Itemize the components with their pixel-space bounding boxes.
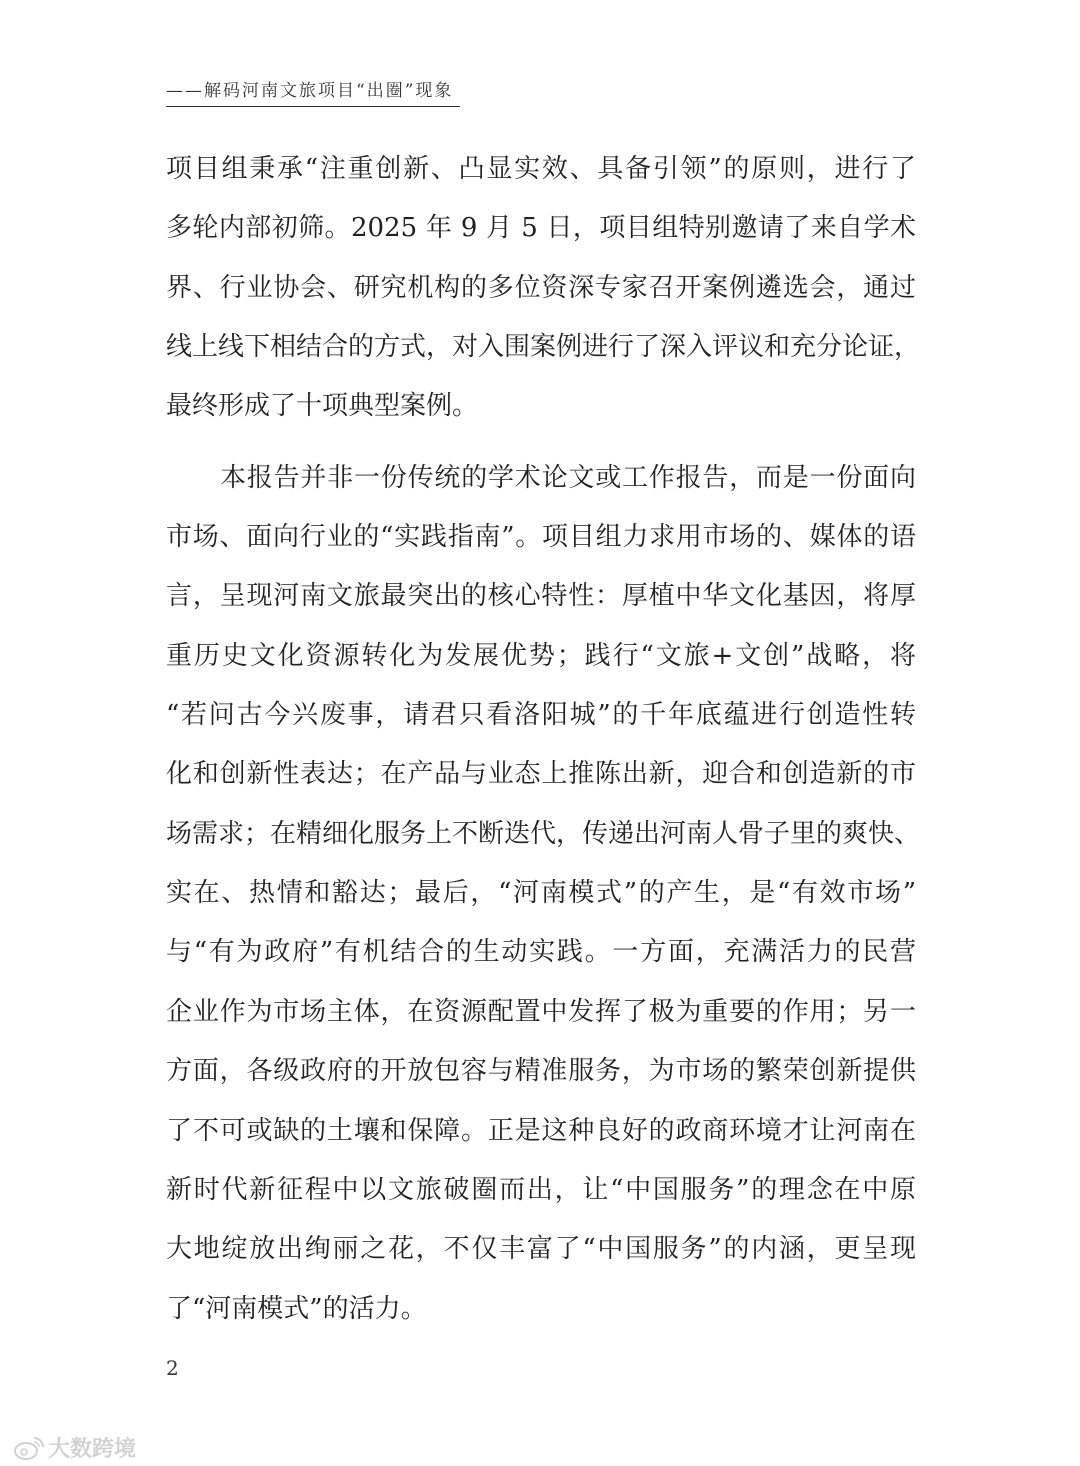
text-line: 最终形成了十项典型案例。 xyxy=(166,391,479,422)
text-line: 大地绽放出绚丽之花，不仅丰富了“中国服务”的内涵，更呈现 xyxy=(166,1234,916,1265)
watermark xyxy=(12,1432,136,1463)
text-line: 线上线下相结合的方式，对入围案例进行了深入评议和充分论证， xyxy=(166,332,921,363)
text-line: 重历史文化资源转化为发展优势；践行“文旅+文创”战略，将 xyxy=(166,640,916,671)
text-line: “若问古今兴废事，请君只看洛阳城”的千年底蕴进行创造性转 xyxy=(166,700,916,731)
text-line: 企业作为市场主体，在资源配置中发挥了极为重要的作用；另一 xyxy=(166,996,916,1027)
text-line: 言，呈现河南文旅最突出的核心特性：厚植中华文化基因，将厚 xyxy=(166,581,916,612)
text-line: 市场、面向行业的“实践指南”。项目组力求用市场的、媒体的语 xyxy=(166,522,916,553)
text-line: 多轮内部初筛。2025 年 9 月 5 日，项目组特别邀请了来自学术 xyxy=(166,213,916,244)
text-line: 实在、热情和豁达；最后，“河南模式”的产生，是“有效市场” xyxy=(166,878,916,909)
paragraph-spacer xyxy=(166,437,916,449)
text-line: 与“有为政府”有机结合的生动实践。一方面，充满活力的民营 xyxy=(166,937,916,968)
text-line: 了“河南模式”的活力。 xyxy=(166,1293,427,1324)
header-divider xyxy=(166,106,460,107)
text-line: 项目组秉承“注重创新、凸显实效、具备引领”的原则，进行了 xyxy=(166,154,916,184)
text-line: 方面，各级政府的开放包容与精准服务，为市场的繁荣创新提供 xyxy=(166,1056,916,1087)
body-text xyxy=(166,140,921,1339)
watermark-text: 大数跨境 xyxy=(48,1437,137,1462)
paragraph-1 xyxy=(166,140,921,437)
text-line: 了不可或缺的土壤和保障。正是这种良好的政商环境才让河南在 xyxy=(166,1115,916,1146)
text-line: 界、行业协会、研究机构的多位资深专家召开案例遴选会，通过 xyxy=(166,272,916,303)
weibo-logo-icon xyxy=(12,1435,46,1461)
text-line: 场需求；在精细化服务上不断迭代，传递出河南人骨子里的爽快、 xyxy=(166,818,921,849)
text-line: 化和创新性表达；在产品与业态上推陈出新，迎合和创造新的市 xyxy=(166,759,916,790)
text-line: 新时代新征程中以文旅破圈而出，让“中国服务”的理念在中原 xyxy=(166,1174,916,1205)
running-header: ——解码河南文旅项目“出圈”现象 xyxy=(166,81,454,101)
paragraph-2 xyxy=(166,449,921,1339)
text-line: 本报告并非一份传统的学术论文或工作报告，而是一份面向 xyxy=(220,462,916,493)
page-number: 2 xyxy=(166,1356,179,1380)
